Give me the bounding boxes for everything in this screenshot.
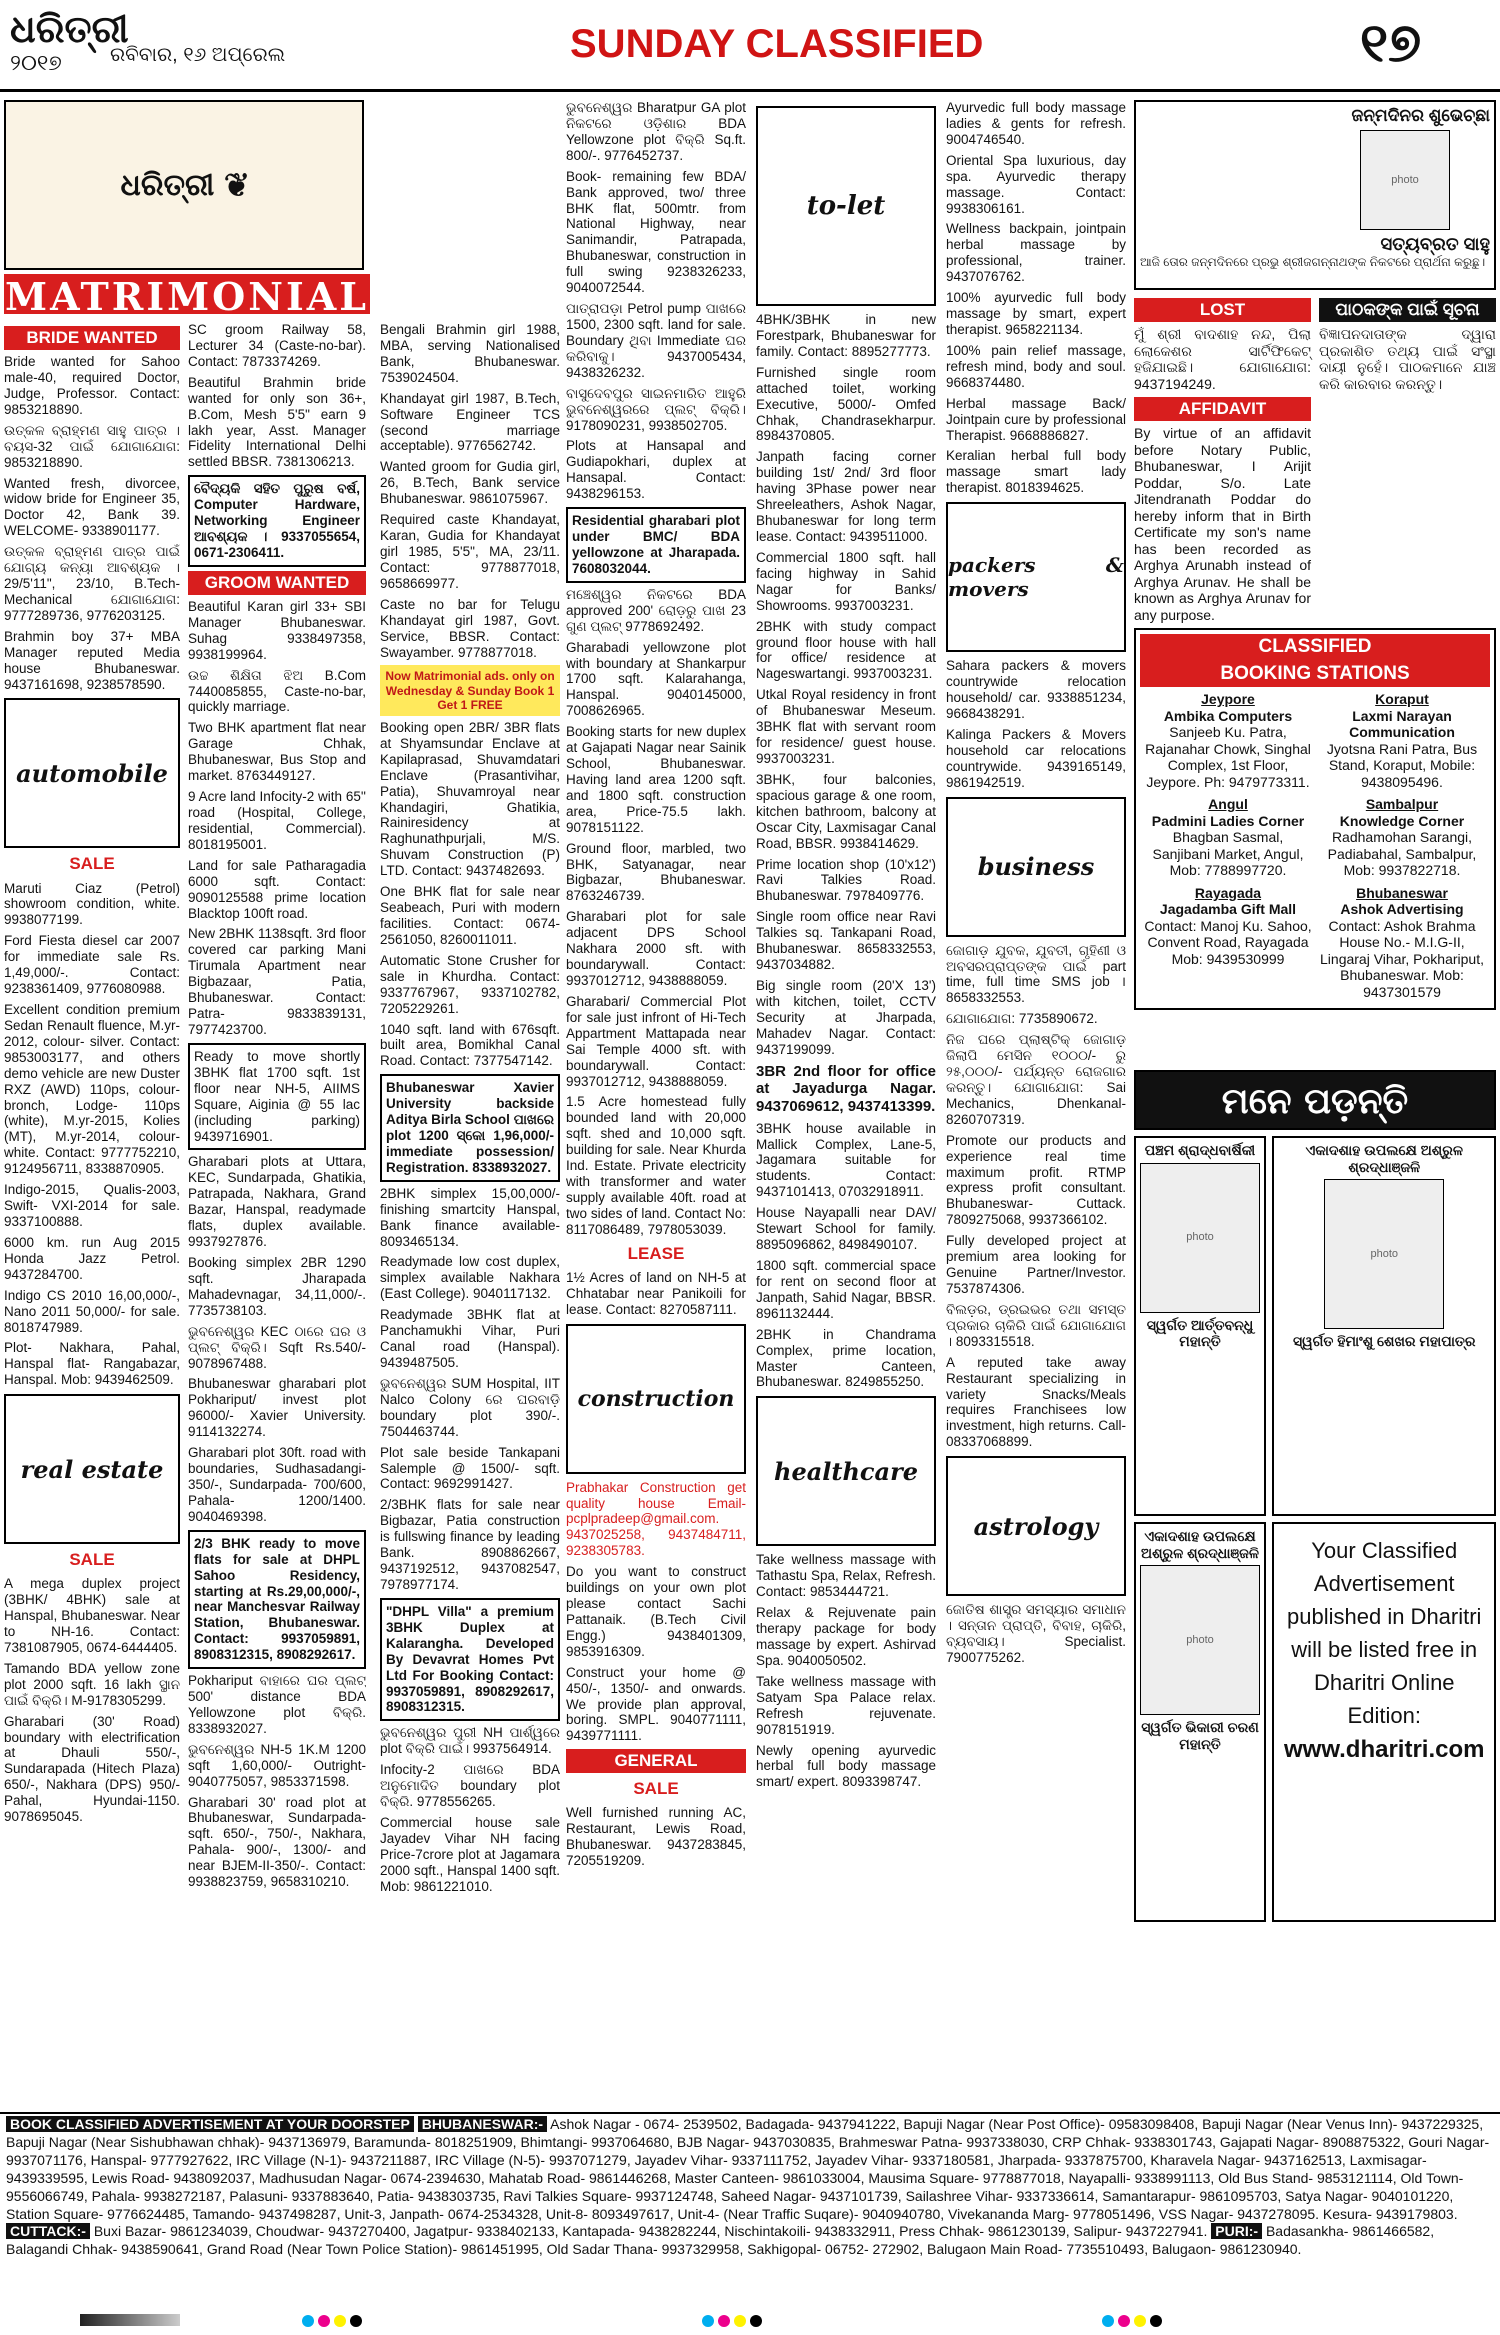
lost-ad: ମୁଁ ଶ୍ରୀ ବାଦଶାହ ନନ୍ଦ, ପିଲା ଲୋକେଶର ସାର୍ଟିଫିକେଟ୍ ହଜିଯାଇଛି। ଯୋଗାଯୋଗ: 9437194249. (1134, 326, 1311, 392)
footer-text-puri: Badasankha- 9861466582, Balagandi Chhak- 9438590641, Grand Road (Near Town Police Station)- 9861451995, Old Sadar Thana- 9937329958, Sakhigopal- 06752- 272902, Balugaon Main Road- 7735510493, Balugaon- 9861230940. (6, 2223, 1435, 2258)
station-address: Jyotsna Rani Patra, Bus Stand, Koraput, Mobile: 9438095496. (1326, 740, 1478, 790)
classified-ad: ଉଚ୍ଚ ଶିକ୍ଷିତା ଝିଅ B.Com 7440085855, Caste-no-bar, quickly marriage. (188, 667, 366, 715)
column-3 (380, 322, 560, 2112)
classified-ad: Ground floor, marbled, two BHK, Satyanagar, near Bigbazar, Bhubaneswar. 8763246739. (566, 840, 746, 904)
station-item (1144, 796, 1312, 879)
classified-ad: ଭୁବନେଶ୍ୱର KEC ଠାରେ ଘର ଓ ପ୍ଲଟ୍ ବିକ୍ରି। Sqft Rs.540/- 9078967488. (188, 1323, 366, 1371)
page-number: ୧୭ (1360, 10, 1422, 74)
classified-ad: Wanted fresh, divorcee, widow bride for Engineer 35, Doctor 42, Bank 39. WELCOME- 9338901177. (4, 475, 180, 539)
classified-ad: Gharabari plots at Uttara, KEC, Sundarpada, Ghatikia, Patrapada, Nakhara, Grand Bazar, Hanspal, readymade flats, duplex available. 9937927876. (188, 1154, 366, 1250)
station-city: Sambalpur (1365, 796, 1439, 813)
classified-ad: Plot sale beside Tankapani Salemple @ 1500/- sqft. Contact: 9692991427. (380, 1444, 560, 1492)
classified-ad: Bride wanted for Sahoo male-40, required Doctor, Judge, Professor. Contact: 9853218890. (4, 354, 180, 417)
stations-grid (1140, 687, 1490, 1004)
station-address: Contact: Ashok Brahma House No.- M.I.G-II, Lingaraj Vihar, Pokhariput, Bhubaneswar. Mob: 9437301579 (1320, 917, 1484, 1000)
grayscale-strip (80, 2314, 180, 2326)
classified-ad: 9 Acre land Infocity-2 with 65'' road (Hospital, College, residential, Commercial). 8018195001. (188, 789, 366, 852)
notice-text: ବିଜ୍ଞାପନଦାତାଙ୍କ ଦ୍ୱାରା ପ୍ରକାଶିତ ତଥ୍ୟ ପାଇଁ ସଂସ୍ଥା ଦାୟୀ ନୁହେଁ। ପାଠକମାନେ ଯାଞ୍ଚ କରି କାରବାର କରନ୍ତୁ। (1319, 326, 1496, 392)
classified-ad: Take wellness massage with Satyam Spa Palace relax. Refresh rejuvenate. 9078151919. (756, 1673, 936, 1737)
cmyk-dots (300, 2314, 364, 2332)
classified-ad: 4BHK/3BHK in new Forestpark, Bhubaneswar for family. Contact: 8895277773. (756, 312, 936, 359)
obituary-photo: photo (1140, 1565, 1260, 1715)
column-6 (946, 100, 1126, 2110)
ready-to-move-box: Ready to move shortly 3BHK flat 1700 sqft. 1st floor near NH-5, AIIMS Square, Aiginia @ 55 lac (including parking) 9439716901. (188, 1043, 366, 1151)
classified-ad: Brahmin boy 37+ MBA Manager reputed Media house Bhubaneswar. 9437161698, 9238578590. (4, 628, 180, 692)
classified-ad: Excellent condition premium Sedan Renault fluence, M.yr-2012, colour- silver. Contact: 9853003177, and others demo vehicle are new Duster RXZ (AWD) 110ps, colour- bronch, Lodge- 110ps (white), M.yr-2015, Kolies (MT), M.yr-2014, colour- white. Contact: 9777752210, 9124956711, 8338870905. (4, 1001, 180, 1177)
classified-ad: ନିଜ ଘରେ ପ୍ଲାଷ୍ଟିକ୍ ଜୋଗାଡ଼ ଜିଲାପି ମେସିନ ୧୦୦୦/- ରୁ ୨୫,୦୦୦/- ପର୍ଯ୍ୟନ୍ତ ରୋଜଗାର କରନ୍ତୁ। ଯୋଗାଯୋଗ: Sai Mechanics, Dhenkanal- 8260707319. (946, 1032, 1126, 1127)
classified-ad: Oriental Spa luxurious, day spa. Ayurvedic therapy massage. Contact: 9938306161. (946, 152, 1126, 216)
classified-ad: ଭୁବନେଶ୍ୱର NH-5 1K.M 1200 sqft 1,60,000/- Outright- 9040775057, 9853371598. (188, 1741, 366, 1789)
station-address: Bhagban Sasmal, Sanjibani Market, Angul, Mob: 7788997720. (1152, 829, 1304, 879)
notice-section (1319, 294, 1496, 628)
cmyk-dots (700, 2314, 764, 2332)
affidavit-ad: By virtue of an affidavit before Notary Public, Bhubaneswar, I Arijit Poddar, S/o. Late Jitendranath Poddar do hereby inform that in Birth Certificate my son's name has been recorded as Arghya Arunabh instead of Arghya Arunav. He shall be known as Arghya Arunav for any purpose. (1134, 425, 1311, 623)
classified-ad: Tamando BDA yellow zone plot 2000 sqft. 16 lakh ସ୍ଥାନ ପାଇଁ ବିକ୍ରି। M-9178305299. (4, 1660, 180, 1708)
obituary-title: ଏକାଦଶାହ ଉପଲକ୍ଷେ ଅଶ୍ରୁଳ ଶ୍ରଦ୍ଧାଞ୍ଜଳି (1305, 1142, 1463, 1175)
classified-ad: ଯୋଗାଯୋଗ: 7735890672. (946, 1011, 1098, 1027)
classified-ad: Wellness backpain, jointpain herbal massage by professional, trainer. 9437076762. (946, 221, 1126, 285)
classified-ad: Booking simplex 2BR 1290 sqft. Jharapada Mahadevnagar, 34,11,000/-. 7735738103. (188, 1254, 366, 1318)
station-address: Sanjeeb Ku. Patra, Rajanahar Chowk, Singhal Complex, 1st Floor, Jeypore. Ph: 9479773311. (1145, 724, 1311, 790)
classified-ad: A mega duplex project (3BHK/ 4BHK) sale at Hanspal, Bhubaneswar. Near to NH-16. Contact: 7381087905, 0674-6444405. (4, 1576, 180, 1655)
free-listing-box (1272, 1522, 1496, 1922)
obituary-photo: photo (1324, 1179, 1444, 1329)
lost-section (1134, 294, 1311, 628)
classified-ad: Janpath facing corner building 1st/ 2nd/ 3rd floor having 3Phase power near Shreeleathers, Ashok Nagar, Bhubaneswar for long term lease. Contact: 9439511000. (756, 449, 936, 544)
footer-city-cuttack: CUTTACK:- (6, 2223, 90, 2239)
birthday-box (1134, 100, 1496, 290)
classified-ad: Gharabari plot 30ft. road with boundaries, Sudhasadangi- 350/-, Sundarpada- 700/600, Pahala- 1200/1400. 9040469398. (188, 1445, 366, 1524)
office-ad: 3BR 2nd floor for office at Jayadurga Nagar. 9437069612, 9437413399. (756, 1062, 936, 1115)
classified-ad: Beautiful Brahmin bride wanted for only son 36+, B.Com, Mesh 5'5" earn 9 lakh year, Asst. Manager Fidelity International Delhi settled BBSR. 7381306213. (188, 374, 366, 470)
classified-ad: Bengali Brahmin girl 1988, MBA, serving Nationalised Bank, Bhubaneswar. 7539024504. (380, 322, 560, 385)
station-name: Padmini Ladies Corner (1151, 812, 1305, 829)
sale-heading: SALE (69, 854, 115, 874)
classified-ad: Readymade 3BHK flat at Panchamukhi Vihar, Puri Canal road (Hanspal). 9439487505. (380, 1307, 560, 1371)
classified-ad: Gharabari plot for sale adjacent DPS School Nakhara 2000 sft. with boundarywall. Contact: 9937012712, 9438888059. (566, 909, 746, 989)
obituary-name: ସ୍ୱର୍ଗତ ହିମାଂଶୁ ଶେଖର ମହାପାତ୍ର (1292, 1333, 1476, 1350)
computer-job-box: ବୈଦ୍ୟକି ସହିତ ପୁରୁଷ ବର୍ଷ, Computer Hardware, Networking Engineer ଆବଶ୍ୟକ । 9337055654, 0671-2306411. (188, 475, 366, 567)
footer-title: BOOK CLASSIFIED ADVERTISEMENT AT YOUR DOORSTEP (6, 2116, 414, 2132)
classified-ad: Newly opening ayurvedic herbal full body massage smart/ expert. 8093398747. (756, 1742, 936, 1790)
classified-ad: 1½ Acres of land on NH-5 at Chhatabar near Panikoili for lease. Contact: 8270587111. (566, 1269, 746, 1317)
obituary-name: ସ୍ୱର୍ଗତ ଆର୍ତ୍ତବନ୍ଧୁ ମହାନ୍ତି (1146, 1316, 1254, 1350)
classified-ad: Caste no bar for Telugu Khandayat girl 1987, Govt. Service, BBSR. Contact: Swayamber. 9778877018. (380, 596, 560, 660)
footer-city: BHUBANESWAR:- (418, 2116, 547, 2132)
classified-ad: 3BHK house available in Mallick Complex, Lane-5, Jagamara suitable for students. Contact: 9437101413, 07032918911. (756, 1120, 936, 1200)
classified-ad: Gharabari 30' road plot at Bhubaneswar, Sundarpada- sqft. 650/-, 750/-, Nakhara, Pahala- 900/-, 1300/- and near BJEM-II-350/-. Contact: 9938823759, 9658310210. (188, 1794, 366, 1890)
classified-ad: Well furnished running AC, Restaurant, Lewis Road, Bhubaneswar. 9437283845, 7205519209. (566, 1805, 746, 1869)
booking-footer (0, 2112, 1500, 2312)
classified-ad: Promote our products and experience real time maximum profit. RTMP express profit consultant. Bhubaneswar- Cuttack. 7809275068, 9937366102. (946, 1132, 1126, 1228)
obituary-photo: photo (1140, 1163, 1260, 1313)
classified-ad: ମଞ୍ଚେଶ୍ୱର ନିକଟରେ BDA approved 200' ରୋଡ଼ରୁ ପାଖ 23 ଗୁଣ ପ୍ଲଟ୍ 9778692492. (566, 586, 746, 634)
classified-ad: Construct your home @ 450/-, 1350/- and onwards. We provide plan approval, boring. SMPL. 9040771111, 9439771111. (566, 1664, 746, 1744)
classified-ad: Readymade low cost duplex, simplex available Nakhara (East College). 9040117132. (380, 1254, 560, 1302)
notice-heading: ପାଠକଙ୍କ ପାଇଁ ସୂଚନା (1319, 298, 1496, 322)
print-color-bar (0, 2308, 1500, 2335)
birthday-photo: photo (1360, 130, 1450, 230)
remembrance-banner: ମନେ ପଡ଼ନ୍ତି (1134, 1070, 1496, 1130)
lost-heading: LOST (1134, 298, 1311, 322)
station-name: Jagadamba Gift Mall (1159, 901, 1297, 918)
birthday-title: ଜନ୍ମଦିନର ଶୁଭେଚ୍ଛା (1351, 106, 1490, 125)
obituary-name: ସ୍ୱର୍ଗତ ଭିକାରୀ ଚରଣ ମହାନ୍ତି (1141, 1719, 1259, 1752)
classified-ad: SC groom Railway 58, Lecturer 34 (Caste-no-bar). Contact: 7873374269. (188, 322, 366, 369)
classified-ad: 100% ayurvedic full body massage by smart, expert therapist. 9658221134. (946, 290, 1126, 337)
classified-ad: ଉତ୍କଳ ବ୍ରାହ୍ମଣ ସାହୁ ପାତ୍ର । ବୟସ-32 ପାଇଁ ଯୋଗାଯୋଗ: 9853218890. (4, 422, 180, 470)
classified-ad: Relax & Rejuvenate pain therapy package for body massage by expert. Ashirvad Spa. 9040050502. (756, 1605, 936, 1668)
lease-heading: LEASE (627, 1243, 685, 1263)
free-listing-text: Your Classified Advertisement published in Dharitri will be listed free in Dharitri Online Edition: (1287, 1538, 1482, 1729)
classified-ad: Single room office near Ravi Talkies sq. Tankapani Road, Bhubaneswar. 8658332553, 9437034882. (756, 909, 936, 973)
column-2 (188, 322, 366, 2112)
classified-ad: ଉତ୍କଳ ବ୍ରାହ୍ମଣ ପାତ୍ର ପାଇଁ ଯୋଗ୍ୟ କନ୍ୟା ଆବଶ୍ୟକ । 29/5'11", 23/10, B.Tech- Mechanical ଯୋଗାଯୋଗ: 9777289736, 9776203125. (4, 544, 180, 623)
automobile-logo: automobile (4, 698, 180, 848)
classified-ad: Beautiful Karan girl 33+ SBI Manager Bhubaneswar. Suhag 9338497358, 9938199964. (188, 598, 366, 662)
booking-stations-box (1134, 628, 1496, 1010)
column-5 (756, 100, 936, 2110)
station-item (1318, 691, 1486, 790)
construction-logo: construction (566, 1324, 746, 1474)
classified-ad: Furnished single room attached toilet, working Executive, 5000/- Omfed Chhak, Chandrasekharpur. 8984370805. (756, 364, 936, 444)
dhpl-villa-box: "DHPL Villa" a premium 3BHK Duplex at Kalarangha. Developed By Devavrat Homes Pvt Ltd For Booking Contact: 9937059891, 8908292617, 8908312315. (380, 1598, 560, 1721)
matrimonial-offer-box: Now Matrimonial ads. only on Wednesday & Sunday Book 1 Get 1 FREE (380, 665, 560, 715)
classified-ad: ପାତ୍ରାପଡ଼ା Petrol pump ପାଖରେ 1500, 2300 sqft. land for sale. Boundary ଥିବା Immediate ଘର କରିବାକୁ। 9437005434, 9438326232. (566, 301, 746, 380)
classified-ad: Take wellness massage with Tathastu Spa, Relax, Refresh. Contact: 9853444721. (756, 1552, 936, 1600)
classified-ad: Big single room (20'X 13') with kitchen, toilet, CCTV Security at Jharpada, Mahadev Nagar. Contact: 9437199099. (756, 977, 936, 1057)
classified-ad: Keralian herbal full body massage smart lady therapist. 8018394625. (946, 448, 1126, 496)
classified-ad: A reputed take away Restaurant specializing in variety Snacks/Meals requires Franchisees low investment, high returns. Call-08337068899. (946, 1354, 1126, 1450)
sale-heading: SALE (69, 1550, 115, 1570)
classified-ad: Utkal Royal residency in front of Bhubaneswar Meseum. 3BHK flat with servant room for residence/ guest house. 9937003231. (756, 687, 936, 766)
station-item (1318, 796, 1486, 879)
classified-ad: Commercial house sale Jayadev Vihar NH facing Price-7crore plot at Jagamara 2000 sqft., Hanspal 1400 sqft. Mob: 9861221010. (380, 1814, 560, 1894)
dharitri-logo: ଧରିତ୍ରୀ (10, 6, 129, 51)
classified-ad: Pokhariput ବାହାରେ ଘର ପ୍ଲଟ୍ 500' distance BDA Yellowzone plot ବିକ୍ରି. 8338932027. (188, 1673, 366, 1736)
classified-ad: ଜୋଗାଡ଼ ଯୁବକ, ଯୁବତୀ, ଗୃହିଣୀ ଓ ଅବସରପ୍ରାପ୍ତଙ୍କ ପାଇଁ part time, full time SMS job । 8658332553. (946, 942, 1126, 1006)
station-address: Contact: Manoj Ku. Sahoo, Convent Road, Rayagada Mob: 9439530999 (1144, 917, 1312, 967)
classified-ad: Booking open 2BR/ 3BR flats at Shyamsundar Enclave at Kapilaprasad, Shuvamdatari Enclave (Prasantivihar, Patia), Shuvamroyal near Khandagiri, Ghatikia, Rainiresidency at Raghunathpurjali, M/S. Shuvam Construction (P) LTD. Contact: 9437482693. (380, 719, 560, 879)
station-name: Knowledge Corner (1339, 812, 1465, 829)
classified-ad: 6000 km. run Aug 2015 Honda Jazz Petrol. 9437284700. (4, 1234, 180, 1282)
sahoo-residency-box: 2/3 BHK ready to move flats for sale at DHPL Sahoo Residency, starting at Rs.29,00,000/-, near Manchesvar Railway Station, Bhubaneswar. Contact: 9937059891, 8908312315, 8908292617. (188, 1530, 366, 1669)
obituary-title: ଏକାଦଶାହ ଉପଲକ୍ଷେ ଅଶ୍ରୁଳ ଶ୍ରଦ୍ଧାଞ୍ଜଳି (1141, 1528, 1259, 1561)
bmc-plot-box: Residential gharabari plot under BMC/ BDA yellowzone at Jharapada. 7608032044. (566, 507, 746, 583)
classified-ad: 100% pain relief massage, refresh mind, body and soul. 9668374480. (946, 342, 1126, 390)
classified-ad: Required caste Khandayat, Karan, Gudia for Khandayat girl 1985, 5'5", MA, 23/11. Contact: 9778877018, 9658669977. (380, 512, 560, 591)
station-name: Ashok Advertising (1340, 901, 1464, 918)
footer-text: Ashok Nagar - 0674- 2539502, Badagada- 9437941222, Bapuji Nagar (Near Post Office)- 09583098408, Bapuji Nagar (Near Venus Inn)- 9437229325, Bapuji Nagar (Near Sishubhawan chhak)- 9437136979, Baramunda- 8018251909, Bhimtangi- 9937064680, BJB Nagar- 9437030835, Brahmeswar Patna- 9937338030, CRP Chhak- 9338301743, Gajapati Nagar- 8908875322, Gouri Nagar- 9937071176, Hanspal- 9777927622, IRC Village (N-1)- 9437211887, IRC Village (N-5)- 9937071279, Jayadev Vihar- 9337111752, Jayadev Vihar- 9337180581, Jharpada- 9337875700, Kharavela Nagar- 9437162513, Laxmisagar- 9439339595, Lewis Road- 9438092037, Madhusudan Nagar- 0674-2394630, Mahatab Road- 9861446268, Master Canteen- 9861033004, Mausima Square- 9778877018, Nayapalli- 9338991113, Old Bus Stand- 9853121114, Old Town- 9556066749, Pahala- 9938272187, Palasuni- 9337883640, Patia- 9438303735, Ravi Talkies Square- 9937124748, Saheed Nagar- 9437101739, Sailashree Vihar- 9337336614, Samantarapur- 9861095703, Satya Nagar- 9040101220, Station Square- 9776624485, Tamando- 9437498287, Unit-3, Janpath- 0674-2534328, Unit-8- 8093497617, Unit-4- (Near Traffic Suqare)- 9040940780, Vivekananda Marg- 9778051496, VSS Nagar- 9437278095. Kesura- 9439179803. (6, 2116, 1490, 2222)
cmyk-dots (1100, 2314, 1164, 2332)
classified-ad: Khandayat girl 1987, B.Tech, Software Engineer TCS (second marriage acceptable). 9776562742. (380, 390, 560, 454)
classified-ad: Commercial 1800 sqft. hall facing highway in Sahid Nagar for Banks/ Showrooms. 9937003231. (756, 549, 936, 613)
classified-ad: ବାସୁଦେବପୁର ସାଇନମାରିତ ଆହୁରି ଭୁବନେଶ୍ୱରରେ ପ୍ଲଟ୍ ବିକ୍ରି। 9178090231, 9938502705. (566, 385, 746, 433)
classified-ad: ବିଲଡ଼ର, ଡ୍ରଇଭର ତଥା ସମସ୍ତ ପ୍ରକାର ଚାକିରି ପାଇଁ ଯୋଗାଯୋଗ । 8093315518. (946, 1301, 1126, 1349)
classified-ad: 3BHK, four balconies, spacious garage & one room, kitchen bathroom, balcony at Oscar City, Laxmisagar Canal Road, BBSR. 9938414629. (756, 771, 936, 851)
classified-ad: Gharabari (30' Road) boundary with electrification at Dhauli 550/-, Sundarapada (Hitech Plaza) 650/-, Nakhara (DPS) 950/- Pahal, Hyundai-1150. 9078695045. (4, 1713, 180, 1825)
station-city: Bhubaneswar (1356, 884, 1448, 901)
bride-wanted-heading: BRIDE WANTED (4, 326, 180, 350)
obituary-card (1134, 1136, 1266, 1516)
classified-ad: Kalinga Packers & Movers household car relocations countrywide. 9439165149, 9861942519. (946, 726, 1126, 790)
business-logo: business (946, 797, 1126, 937)
classified-ad: Prime location shop (10'x12') Ravi Talkies Road. Bhubaneswar. 7978409776. (756, 856, 936, 904)
classified-ad: 1.5 Acre homestead fully bounded land with 20,000 sqft. shed and 10,000 sqft. building for sale. Near Khurda Ind. Estate. Private electricity with transformer and water supply available 40ft. road at two sides of land. Contact No: 8117086489, 7978053039. (566, 1094, 746, 1237)
obituary-grid (1134, 1136, 1496, 1922)
column-7 (1134, 100, 1496, 2110)
classified-ad: Fully developed project at premium area looking for Genuine Partner/Investor. 7537874306. (946, 1233, 1126, 1297)
classified-ad: Herbal massage Back/ Jointpain cure by professional Therapist. 9668886827. (946, 395, 1126, 443)
prabhakar-ad: Prabhakar Construction get quality house Email- pcplpradeep@gmail.com. 9437025258, 9437484711, 9238305783. (566, 1479, 746, 1559)
packers-movers-logo: packers & movers (946, 502, 1126, 652)
stations-title-2: BOOKING STATIONS (1140, 661, 1490, 687)
classified-ad: Book- remaining few BDA/ Bank approved, two/ three BHK flat, 500mtr. from National Highway, near Sanimandir, Patrapada, Bhubaneswar, construction in full swing 9238326233, 9040072544. (566, 168, 746, 296)
general-heading: GENERAL (566, 1749, 746, 1773)
header-date: ରବିବାର, ୧୬ ଅପ୍ରେଲ (110, 44, 286, 66)
classified-ad: 2BHK in Chandrama Complex, prime location, Master Canteen, Bhubaneswar. 8249855250. (756, 1326, 936, 1390)
station-item (1144, 691, 1312, 790)
classified-ad: ଭୁବନେଶ୍ୱର Bharatpur GA plot ନିକଟରେ ଓଡ଼ିଶାର BDA Yellowzone plot ବିକ୍ରି Sq.ft. 800/-. 9776452737. (566, 100, 746, 163)
classified-ad: Bhubaneswar gharabari plot Pokhariput/ invest plot 96000/- Xavier University. 9114132274. (188, 1376, 366, 1440)
header-year: ୨୦୧୭ (10, 50, 62, 75)
lost-affidavit-grid (1134, 294, 1496, 628)
obituary-title: ପଞ୍ଚମ ଶ୍ରାଦ୍ଧବାର୍ଷିକୀ (1144, 1142, 1256, 1159)
classified-ad: House Nayapalli near DAV/ Stewart School for family. 8895096862, 8498490107. (756, 1205, 936, 1253)
station-city: Jeypore (1201, 691, 1255, 708)
classified-ad: Two BHK apartment flat near Garage Chhak, Bhubaneswar, Bus Stop and market. 8763449127. (188, 720, 366, 784)
station-city: Angul (1208, 796, 1248, 813)
classified-ad: Land for sale Patharagadia 6000 sqft. Contact: 9090125588 prime location Blacktop 100ft road. (188, 857, 366, 921)
classified-ad: 2/3BHK flats for sale near Bigbazar, Patia construction is fullswing finance by leading Bank. 8908862667, 9437192512, 9437082547, 7978977174. (380, 1497, 560, 1592)
classified-ad: Booking starts for new duplex at Gajapati Nagar near Sainik School, Bhubaneswar. Having land area 1200 sqft. and 1800 sqft. construction area, Price-75.5 lakh. 9078151122. (566, 724, 746, 835)
obituary-card (1272, 1136, 1496, 1516)
station-name: Laxmi Narayan Communication (1349, 707, 1455, 741)
astrology-logo: astrology (946, 1456, 1126, 1596)
matrimonial-banner-image: ଧରିତ୍ରୀ ❦ (4, 100, 364, 270)
classified-ad: One BHK flat for sale near Seabeach, Puri with modern facilities. Contact: 0674-2561050, 8260011011. (380, 884, 560, 947)
birthday-message: ଆଜି ତୋର ଜନ୍ମଦିନରେ ପ୍ରଭୁ ଶ୍ରୀଜଗନ୍ନାଥଙ୍କ ନିକଟରେ ପ୍ରାର୍ଥନା କରୁଛୁ। (1140, 255, 1486, 270)
classified-ad: ଭୁବନେଶ୍ୱର SUM Hospital, IIT Nalco Colony ରେ ଘରବାଡ଼ି boundary plot 390/-. 7504463744. (380, 1375, 560, 1439)
station-address: Radhamohan Sarangi, Padiabahal, Sambalpur, Mob: 9937822718. (1327, 829, 1477, 879)
classified-ad: Infocity-2 ପାଖରେ BDA ଅନୁମୋଦିତ boundary plot ବିକ୍ରି. 9778556265. (380, 1762, 560, 1810)
classified-ad: ଭୁବନେଶ୍ୱର ପୁରୀ NH ପାର୍ଶ୍ୱରେ plot ବିକ୍ରି ପାଇଁ। 9937564914. (380, 1725, 560, 1757)
classified-ad: Sahara packers & movers countrywide relocation household/ car. 9338851234, 9668438291. (946, 658, 1126, 721)
classified-ad: Plots at Hansapal and Gudiapokhari, duplex at Hansapal. Contact: 9438296153. (566, 438, 746, 502)
dharitri-url: www.dharitri.com (1284, 1736, 1485, 1764)
station-city: Koraput (1375, 691, 1429, 708)
real-estate-logo: real estate (4, 1394, 180, 1544)
birthday-name: ସତ୍ୟବ୍ରତ ସାହୁ (1380, 234, 1490, 255)
station-city: Rayagada (1194, 884, 1262, 901)
classified-ad: Wanted groom for Gudia girl, 26, B.Tech, Bank service Bhubaneswar. 9861075967. (380, 459, 560, 507)
classified-ad: Automatic Stone Crusher for sale in Khurdha. Contact: 9337767967, 9337102782, 7205229261. (380, 952, 560, 1016)
classified-ad: Ford Fiesta diesel car 2007 for immediate sale Rs. 1,49,000/-. Contact: 9238361409, 9776080988. (4, 933, 180, 997)
station-item (1318, 885, 1486, 1001)
classified-ad: Ayurvedic full body massage ladies & gents for refresh. 9004746540. (946, 100, 1126, 147)
classified-ad: Gharabari/ Commercial Plot for sale just infront of Hi-Tech Appartment Mattapada near Sai Temple 4000 sft. with boundarywall. Contact: 9937012712, 9438888059. (566, 993, 746, 1089)
to-let-logo: to-let (756, 106, 936, 306)
classified-ad: Plot- Nakhara, Pahal, Hanspal flat- Rangabazar, Hanspal. Mob: 9439462509. (4, 1340, 180, 1388)
stations-title-1: CLASSIFIED (1140, 634, 1490, 660)
station-item (1144, 885, 1312, 1001)
page-header (0, 0, 1500, 92)
column-4 (566, 100, 746, 2110)
matrimonial-heading: MATRIMONIAL (5, 274, 369, 319)
classified-ad: Do you want to construct buildings on your own plot please contact Sachi Pattanaik. (B.Tech Civil Engg.) 9438401309, 9853916309. (566, 1564, 746, 1659)
sale-heading: SALE (633, 1779, 679, 1799)
classified-ad: 2BHK simplex 15,00,000/- finishing smartcity Hanspal, Bank finance available- 8093465134. (380, 1185, 560, 1249)
section-title: SUNDAY CLASSIFIED (570, 22, 984, 66)
classified-ad: Gharabadi yellowzone plot with boundary at Shankarpur 1700 sqft. Kalarahanga, Hanspal. 9040145000, 7008626965. (566, 639, 746, 719)
groom-wanted-heading: GROOM WANTED (188, 571, 366, 595)
column-1a (4, 322, 180, 2112)
classified-ad: 1800 sqft. commercial space for rent on second floor at Janpath, Sahid Nagar, BBSR. 8961132444. (756, 1258, 936, 1321)
classified-ad: Maruti Ciaz (Petrol) showroom condition, white. 9938077199. (4, 880, 180, 928)
footer-text-cuttack: Buxi Bazar- 9861234039, Choudwar- 9437270400, Jagatpur- 9338402133, Kantapada- 9438282244, Nischintakoili- 9438332911, Press Chhak- 9861230139, Salipur- 9437227941. (93, 2223, 1208, 2240)
classified-ad: ଜୋତିଷ ଶାସ୍ତ୍ର ସମସ୍ୟାର ସମାଧାନ । ସନ୍ତାନ ପ୍ରାପ୍ତି, ବିବାହ, ଚାକିରି, ବ୍ୟବସାୟ। Specialist. 7900775262. (946, 1602, 1126, 1665)
xavier-university-box: Bhubaneswar Xavier University backside Aditya Birla School ପାଖରେ plot 1200 ସ୍କୋ 1,96,000/- immediate possession/ Registration. 8338932027. (380, 1074, 560, 1182)
affidavit-heading: AFFIDAVIT (1134, 397, 1311, 421)
obituary-card (1134, 1522, 1266, 1922)
classified-ad: 2BHK with study compact ground floor house with hall for office/ residence at Nageswartangi. 9937003231. (756, 618, 936, 682)
footer-city-puri: PURI:- (1211, 2223, 1262, 2239)
classified-ad: Indigo CS 2010 16,00,000/-, Nano 2011 50,000/- for sale. 8018747989. (4, 1287, 180, 1335)
classified-ad: New 2BHK 1138sqft. 3rd floor covered car parking Mani Tirumala Apartment near Bigbazaar, Patia, Bhubaneswar. Contact: Patra- 9833839131, 7977423700. (188, 926, 366, 1037)
station-name: Ambika Computers (1163, 707, 1293, 724)
healthcare-logo: healthcare (756, 1396, 936, 1546)
classified-ad: Indigo-2015, Qualis-2003, Swift- VXI-2014 for sale. 9337100888. (4, 1182, 180, 1229)
classified-ad: 1040 sqft. land with 676sqft. built area, Bomikhal Canal Road. Contact: 7377547142. (380, 1021, 560, 1069)
